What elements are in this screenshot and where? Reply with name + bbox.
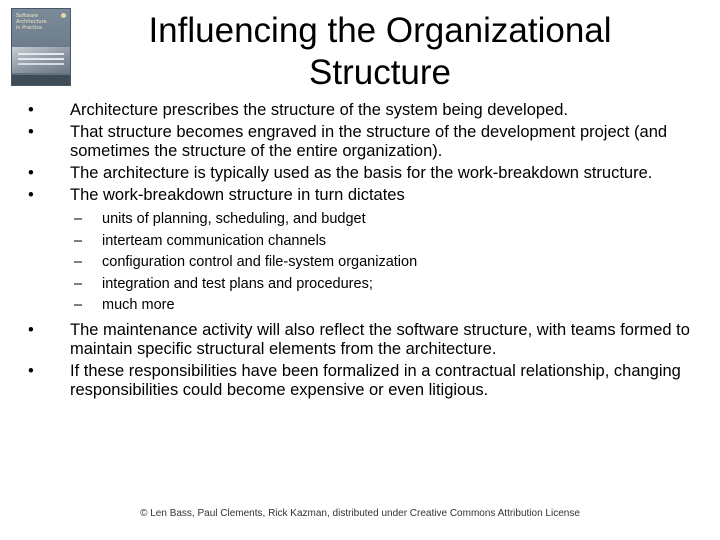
sub-bullet-item bbox=[70, 274, 708, 296]
dash-icon: – bbox=[74, 275, 83, 292]
bullet-icon: • bbox=[28, 123, 34, 141]
bullet-text: The architecture is typically used as the basis for the work-breakdown structure. bbox=[70, 164, 653, 182]
bullet-item bbox=[28, 321, 708, 359]
sub-bullet-item bbox=[70, 295, 708, 317]
bullet-item bbox=[28, 186, 708, 317]
sub-bullet-item bbox=[70, 231, 708, 253]
sub-bullet-text: integration and test plans and procedures; bbox=[102, 275, 373, 292]
bullet-icon: • bbox=[28, 186, 34, 204]
dash-icon: – bbox=[74, 211, 83, 227]
cover-building-illustration bbox=[12, 47, 70, 73]
sub-bullet-item bbox=[70, 209, 708, 231]
sub-bullet-text: interteam communication channels bbox=[102, 232, 327, 249]
sub-bullet-list bbox=[70, 209, 708, 317]
dash-icon: – bbox=[74, 297, 83, 313]
book-cover-image bbox=[11, 8, 71, 86]
bullet-text: That structure becomes engraved in the structure of the development project (and sometimes the structure of the entire organization). bbox=[70, 123, 668, 160]
bullet-text: If these responsibilities have been formalized in a contractual relationship, changing responsibilities could become expensive or even litigious. bbox=[70, 361, 681, 399]
slide-title: Influencing the Organizational Structure bbox=[148, 11, 612, 92]
bullet-text: Architecture prescribes the structure of the system being developed. bbox=[70, 101, 569, 119]
cover-badge-icon bbox=[61, 13, 66, 18]
bullet-icon: • bbox=[28, 361, 34, 380]
dash-icon: – bbox=[74, 254, 83, 270]
sub-bullet-text: configuration control and file-system organization bbox=[102, 254, 418, 270]
copyright-footer: © Len Bass, Paul Clements, Rick Kazman, distributed under Creative Commons Attribution License bbox=[140, 508, 580, 519]
bullet-item bbox=[28, 101, 708, 120]
sub-bullet-text: units of planning, scheduling, and budget bbox=[102, 211, 366, 227]
sub-bullet-text: much more bbox=[102, 297, 175, 313]
dash-icon: – bbox=[74, 232, 83, 249]
bullet-text: The maintenance activity will also reflect the software structure, with teams formed to maintain specific structural elements from the architecture. bbox=[70, 320, 690, 358]
bullet-icon: • bbox=[28, 101, 34, 119]
bullet-item bbox=[28, 123, 708, 161]
cover-strip bbox=[12, 75, 70, 85]
book-cover-title: Software Architecture in Practice bbox=[16, 13, 47, 31]
bullet-item bbox=[28, 164, 708, 183]
bullet-item bbox=[28, 362, 708, 400]
bullet-icon: • bbox=[28, 320, 34, 339]
bullet-text: The work-breakdown structure in turn dictates bbox=[70, 186, 405, 204]
sub-bullet-item bbox=[70, 252, 708, 274]
bullet-list bbox=[28, 101, 708, 403]
bullet-icon: • bbox=[28, 164, 34, 182]
